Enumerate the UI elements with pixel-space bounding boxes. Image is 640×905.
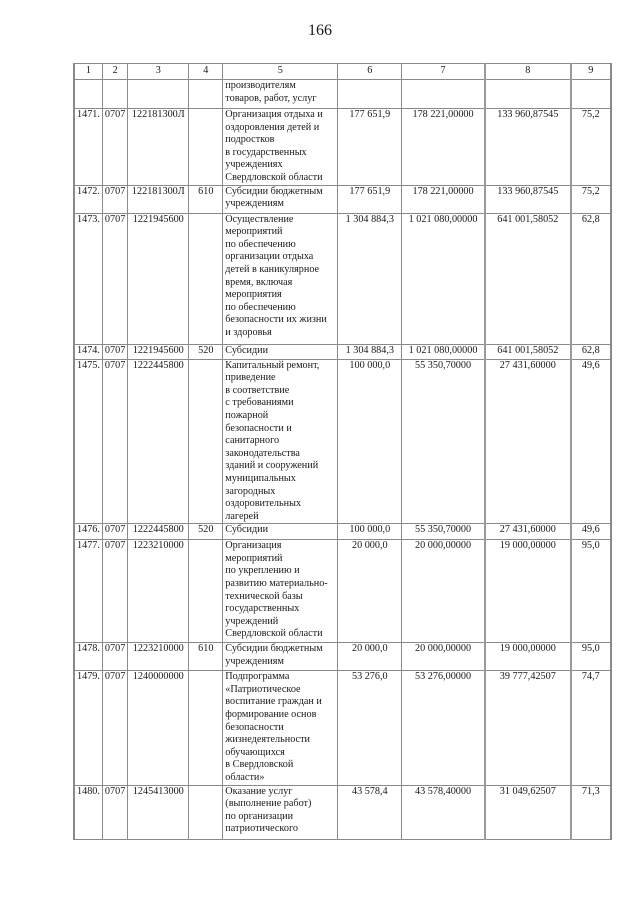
item-name-line: лагерей <box>225 510 259 522</box>
row-number: 1476. <box>74 524 102 540</box>
row-number: 1473. <box>74 213 102 344</box>
item-name-line: санитарного <box>225 435 280 447</box>
expense-type: 610 <box>189 185 223 213</box>
item-name-line: по обеспечению <box>225 301 296 313</box>
item-name-line: безопасности и <box>225 422 292 434</box>
item-name-line: учреждениям <box>225 655 284 667</box>
table-row <box>74 80 611 109</box>
executed-amount: 19 000,00000 <box>485 643 571 671</box>
section-code: 0707 <box>102 643 127 671</box>
item-name-line: время, включая <box>225 276 293 288</box>
item-name-line: по укреплению и <box>225 565 300 577</box>
expense-type <box>189 359 223 524</box>
expense-type: 520 <box>189 344 223 359</box>
row-number: 1471. <box>74 109 102 186</box>
column-header: 7 <box>402 64 485 80</box>
approved-amount: 43 578,4 <box>338 785 402 839</box>
item-name <box>223 671 338 785</box>
planned-amount <box>402 80 485 109</box>
table-row <box>74 540 611 643</box>
section-code: 0707 <box>102 109 127 186</box>
approved-amount: 100 000,0 <box>338 359 402 524</box>
section-code: 0707 <box>102 344 127 359</box>
executed-amount: 39 777,42507 <box>485 671 571 785</box>
item-name-line: производителям <box>225 80 296 91</box>
approved-amount: 20 000,0 <box>338 540 402 643</box>
table-row <box>74 213 611 344</box>
column-header: 1 <box>74 64 102 80</box>
item-name-line: Субсидии бюджетным <box>225 185 323 197</box>
executed-amount: 133 960,87545 <box>485 185 571 213</box>
execution-percent: 75,2 <box>571 109 611 186</box>
item-name-line: и здоровья <box>225 326 272 338</box>
section-code: 0707 <box>102 359 127 524</box>
item-name-line: в государственных <box>225 146 307 158</box>
target-code: 1222445800 <box>128 524 189 540</box>
item-name-line: государственных <box>225 603 300 615</box>
section-code: 0707 <box>102 524 127 540</box>
expense-type: 520 <box>189 524 223 540</box>
target-code: 1221945600 <box>128 213 189 344</box>
item-name-line: Субсидии <box>225 524 269 536</box>
target-code: 1223210000 <box>128 643 189 671</box>
expense-type <box>189 80 223 109</box>
item-name-line: детей в каникулярное <box>225 263 320 275</box>
execution-percent: 71,3 <box>571 785 611 839</box>
row-number: 1478. <box>74 643 102 671</box>
executed-amount: 133 960,87545 <box>485 109 571 186</box>
execution-percent: 62,8 <box>571 344 611 359</box>
item-name-line: с требованиями <box>225 397 294 409</box>
item-name-line: обучающихся <box>225 746 285 758</box>
item-name-line: в соответствие <box>225 384 290 396</box>
executed-amount: 31 049,62507 <box>485 785 571 839</box>
approved-amount: 1 304 884,3 <box>338 344 402 359</box>
approved-amount: 100 000,0 <box>338 524 402 540</box>
item-name-line: жизнедеятельности <box>225 734 310 746</box>
item-name <box>223 109 338 186</box>
item-name-line: формирование основ <box>225 709 317 721</box>
item-name-line: Свердловской области <box>225 628 323 640</box>
section-code: 0707 <box>102 213 127 344</box>
item-name-line: оздоровления детей и <box>225 121 320 133</box>
item-name-line: по обеспечению <box>225 238 296 250</box>
target-code: 1240000000 <box>128 671 189 785</box>
item-name-line: воспитание граждан и <box>225 696 322 708</box>
item-name <box>223 524 338 540</box>
executed-amount: 641 001,58052 <box>485 213 571 344</box>
item-name-line: безопасности <box>225 721 284 733</box>
expense-type <box>189 671 223 785</box>
table-row <box>74 185 611 213</box>
item-name-line: учреждений <box>225 615 279 627</box>
executed-amount: 641 001,58052 <box>485 344 571 359</box>
row-number: 1472. <box>74 185 102 213</box>
item-name <box>223 643 338 671</box>
item-name-line: Свердловской области <box>225 171 323 183</box>
planned-amount: 43 578,40000 <box>402 785 485 839</box>
item-name-line: развитию материально- <box>225 578 328 590</box>
item-name <box>223 359 338 524</box>
item-name-line: области» <box>225 772 265 784</box>
target-code: 1223210000 <box>128 540 189 643</box>
executed-amount: 19 000,00000 <box>485 540 571 643</box>
row-number: 1475. <box>74 359 102 524</box>
item-name-line: патриотического <box>225 823 298 835</box>
item-name <box>223 185 338 213</box>
execution-percent: 74,7 <box>571 671 611 785</box>
item-name-line: приведение <box>225 372 276 384</box>
item-name-line: по организации <box>225 810 294 822</box>
row-number: 1477. <box>74 540 102 643</box>
row-number: 1474. <box>74 344 102 359</box>
item-name <box>223 785 338 839</box>
column-header: 5 <box>223 64 338 80</box>
item-name-line: Осуществление <box>225 213 294 225</box>
item-name-line: подростков <box>225 134 275 146</box>
section-code: 0707 <box>102 671 127 785</box>
column-header: 4 <box>189 64 223 80</box>
target-code: 1221945600 <box>128 344 189 359</box>
expense-type <box>189 213 223 344</box>
item-name-line: товаров, работ, услуг <box>225 92 317 104</box>
planned-amount: 1 021 080,00000 <box>402 213 485 344</box>
item-name-line: технической базы <box>225 590 303 602</box>
item-name-line: мероприятий <box>225 552 283 564</box>
item-name-line: зданий и сооружений <box>225 460 319 472</box>
executed-amount <box>485 80 571 109</box>
table-row <box>74 344 611 359</box>
item-name-line: учреждениях <box>225 159 283 171</box>
executed-amount: 27 431,60000 <box>485 524 571 540</box>
execution-percent: 75,2 <box>571 185 611 213</box>
item-name-line: пожарной <box>225 409 269 421</box>
planned-amount: 55 350,70000 <box>402 524 485 540</box>
item-name-line: Организация отдыха и <box>225 109 323 120</box>
planned-amount: 178 221,00000 <box>402 109 485 186</box>
execution-percent: 95,0 <box>571 643 611 671</box>
table-row <box>74 785 611 839</box>
target-code: 1245413000 <box>128 785 189 839</box>
item-name-line: загородных <box>225 485 276 497</box>
planned-amount: 20 000,00000 <box>402 540 485 643</box>
item-name <box>223 540 338 643</box>
executed-amount: 27 431,60000 <box>485 359 571 524</box>
item-name-line: «Патриотическое <box>225 683 301 695</box>
section-code <box>102 80 127 109</box>
section-code: 0707 <box>102 785 127 839</box>
row-number: 1480. <box>74 785 102 839</box>
execution-percent: 62,8 <box>571 213 611 344</box>
target-code: 122181300Л <box>128 185 189 213</box>
table-row <box>74 359 611 524</box>
item-name <box>223 344 338 359</box>
expense-type <box>189 785 223 839</box>
item-name-line: Подпрограмма <box>225 671 290 683</box>
item-name-line: учреждениям <box>225 198 284 210</box>
expense-type <box>189 109 223 186</box>
planned-amount: 1 021 080,00000 <box>402 344 485 359</box>
approved-amount: 177 651,9 <box>338 185 402 213</box>
item-name-line: мероприятия <box>225 289 282 301</box>
target-code: 122181300Л <box>128 109 189 186</box>
header-row <box>74 64 611 80</box>
item-name-line: Оказание услуг <box>225 785 293 797</box>
column-header: 6 <box>338 64 402 80</box>
approved-amount <box>338 80 402 109</box>
item-name-line: законодательства <box>225 447 300 459</box>
budget-table <box>73 63 612 840</box>
item-name-line: Субсидии <box>225 344 269 356</box>
approved-amount: 1 304 884,3 <box>338 213 402 344</box>
item-name-line: в Свердловской <box>225 759 294 771</box>
item-name-line: муниципальных <box>225 472 296 484</box>
column-header: 8 <box>485 64 571 80</box>
item-name <box>223 213 338 344</box>
column-header: 9 <box>571 64 611 80</box>
planned-amount: 178 221,00000 <box>402 185 485 213</box>
column-header: 3 <box>128 64 189 80</box>
execution-percent <box>571 80 611 109</box>
planned-amount: 20 000,00000 <box>402 643 485 671</box>
row-number: 1479. <box>74 671 102 785</box>
item-name-line: безопасности их жизни <box>225 314 327 326</box>
expense-type <box>189 540 223 643</box>
execution-percent: 95,0 <box>571 540 611 643</box>
item-name-line: Организация <box>225 540 282 552</box>
column-header: 2 <box>102 64 127 80</box>
item-name-line: (выполнение работ) <box>225 798 312 810</box>
table-row <box>74 109 611 186</box>
table-row <box>74 524 611 540</box>
row-number <box>74 80 102 109</box>
table-body <box>74 80 611 840</box>
table-row <box>74 643 611 671</box>
item-name <box>223 80 338 109</box>
item-name-line: оздоровительных <box>225 498 302 510</box>
item-name-line: организации отдыха <box>225 251 314 263</box>
target-code <box>128 80 189 109</box>
item-name-line: Капитальный ремонт, <box>225 359 320 371</box>
planned-amount: 53 276,00000 <box>402 671 485 785</box>
table-row <box>74 671 611 785</box>
approved-amount: 177 651,9 <box>338 109 402 186</box>
item-name-line: мероприятий <box>225 226 283 238</box>
planned-amount: 55 350,70000 <box>402 359 485 524</box>
expense-type: 610 <box>189 643 223 671</box>
section-code: 0707 <box>102 540 127 643</box>
target-code: 1222445800 <box>128 359 189 524</box>
approved-amount: 20 000,0 <box>338 643 402 671</box>
execution-percent: 49,6 <box>571 359 611 524</box>
item-name-line: Субсидии бюджетным <box>225 643 323 655</box>
approved-amount: 53 276,0 <box>338 671 402 785</box>
execution-percent: 49,6 <box>571 524 611 540</box>
section-code: 0707 <box>102 185 127 213</box>
page-number: 166 <box>308 22 332 39</box>
